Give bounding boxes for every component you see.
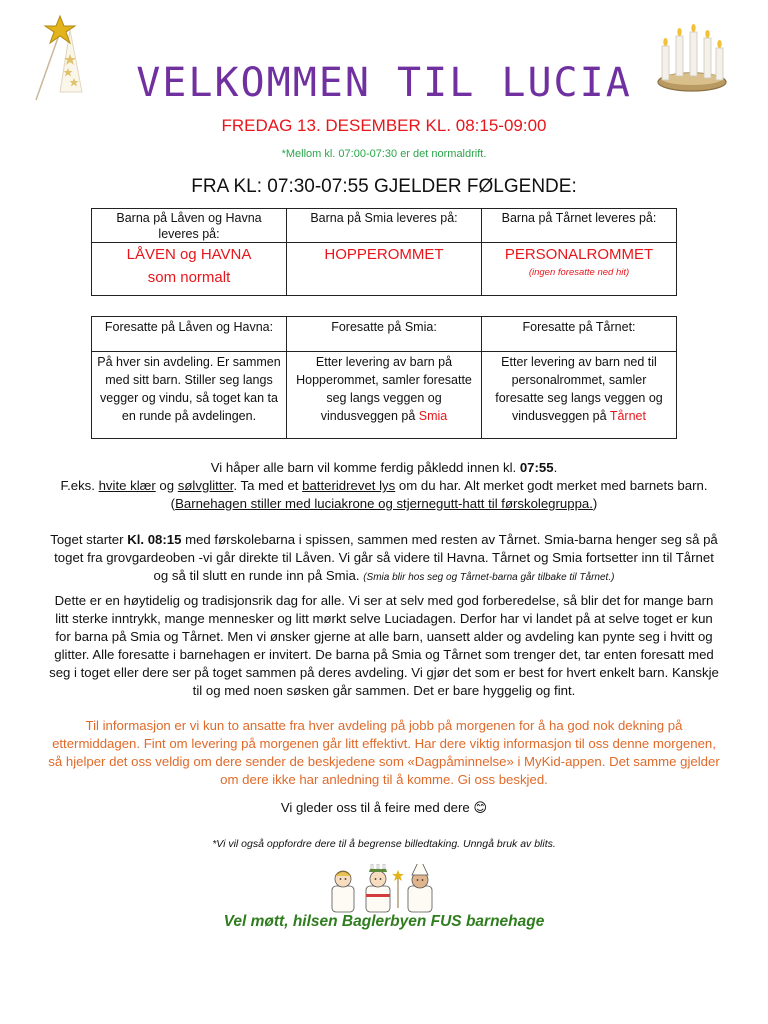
- table-cell: [482, 243, 677, 296]
- cell-text: På hver sin avdeling. Er sammen med sitt barn. Stiller seg langs vegger og vindu, så toget kan ta en runde på avdelingen.: [97, 355, 281, 423]
- text-run: . Ta med et: [233, 478, 303, 493]
- procession-paragraph: [48, 531, 720, 587]
- table-header-row: [92, 209, 677, 243]
- text-run: og: [155, 478, 178, 493]
- page-title: VELKOMMEN TIL LUCIA: [136, 60, 632, 106]
- text-run: .: [553, 460, 558, 475]
- location-label: PERSONALROMMET: [504, 246, 654, 263]
- cell-text: Etter levering av barn ned til personalrommet, samler foresatte seg langs veggen og vindusveggen på: [495, 355, 663, 423]
- underlined-text: batteridrevet lys: [302, 478, 396, 493]
- table-row: [92, 352, 677, 439]
- tradition-paragraph: Dette er en høytidelig og tradisjonsrik dag for alle. Vi ser at selv med god forberedelse, så blir det for mange barn litt sterke inntrykk, mange mennesker og litt mørkt selve Luciadagen. Derfor har vi landet på at selve toget er kun for barna på Smia og Tårnet. Men vi ønsker gjerne at alle barn, uansett alder og avdeling kan pynte seg i hvitt og glitter. Alle foresatte i barnehagen er invitert. De barna på Smia og Tårnet som trenger det, tar enten foresatt med seg i toget eller dere ser på toget sammen på deres avdeling. Vi gjør det som er best for hvert enkelt barn. Kanskje til og med noen søsken går sammen. Det er bare hyggelig og fint.: [49, 593, 719, 698]
- staffing-info-paragraph: Til informasjon er vi kun to ansatte fra hver avdeling på jobb på morgenen for å ha god nok dekning på ettermiddagen. Fint om levering på morgenen går litt effektivt. Har dere viktig informasjon til oss denne morgenen, så hjelper det oss veldig om dere sender de beskjedene som «Dagpåminnelse» i MyKid-appen. Det samme gjelder om dere ikke har anledning til å komme. Gi oss beskjed.: [48, 718, 720, 787]
- deadline-time: 07:55: [519, 460, 554, 475]
- table-header-cell: Barna på Smia leveres på:: [287, 209, 482, 243]
- location-note: (ingen foresatte ned hit): [528, 267, 630, 278]
- table-header-cell: Barna på Tårnet leveres på:: [482, 209, 677, 243]
- location-label: HOPPEROMMET: [324, 246, 444, 263]
- table-cell: [92, 243, 287, 296]
- cell-highlight: Tårnet: [609, 409, 646, 423]
- table-header-row: [92, 317, 677, 352]
- farewell-greeting: Vel møtt, hilsen Baglerbyen FUS barnehage: [223, 913, 545, 930]
- table-cell: [92, 352, 287, 439]
- lucia-children-illustration: [326, 864, 442, 914]
- table-header-cell: Barna på Låven og Havna leveres på:: [92, 209, 287, 243]
- parents-table: [91, 316, 677, 439]
- underlined-text: hvite klær: [98, 478, 156, 493]
- text-run: ): [592, 496, 598, 511]
- text-run: om du har. Alt merket godt merket med barnets barn. (: [170, 478, 708, 511]
- text-run: med førskolebarna i spissen, sammen med resten av Tårnet. Smia-barna henger seg så på toget fra grovgardeoben -vi går direkte til Låven. Vi går så videre til Havna. Tårnet og Smia fortsetter inn til Tårnet og så til slutt en runde inn på Smia.: [54, 532, 718, 583]
- cell-text: Etter levering av barn på Hopperommet, samler foresatte seg langs veggen og vindusveggen på: [296, 355, 472, 423]
- location-label: som normalt: [147, 269, 231, 286]
- text-run: Vi håper alle barn vil komme ferdig påkledd innen kl.: [210, 460, 520, 475]
- cell-highlight: Smia: [418, 409, 448, 423]
- celebration-line: [48, 799, 720, 817]
- location-label: LÅVEN og HAVNA: [126, 246, 252, 263]
- table-header-cell: Foresatte på Låven og Havna:: [92, 317, 287, 352]
- photo-notice: *Vi vil også oppfordre dere til å begrense billedtaking. Unngå bruk av blits.: [212, 838, 556, 850]
- normal-operation-note: *Mellom kl. 07:00-07:30 er det normaldrift.: [281, 148, 487, 160]
- text-run: F.eks.: [60, 478, 99, 493]
- drop-off-table: [91, 208, 677, 296]
- text-run: Toget starter: [50, 532, 128, 547]
- start-time: Kl. 08:15: [127, 532, 182, 547]
- table-cell: [287, 243, 482, 296]
- table-cell: [482, 352, 677, 439]
- table-header-cell: Foresatte på Smia:: [287, 317, 482, 352]
- underlined-text: sølvglitter: [177, 478, 234, 493]
- smile-emoji-icon: 😊: [473, 800, 488, 815]
- table-header-cell: Foresatte på Tårnet:: [482, 317, 677, 352]
- event-date: FREDAG 13. DESEMBER KL. 08:15-09:00: [221, 116, 547, 135]
- table-row: [92, 243, 677, 296]
- text-run: Vi gleder oss til å feire med dere: [280, 800, 474, 815]
- section-heading: FRA KL: 07:30-07:55 GJELDER FØLGENDE:: [191, 176, 577, 197]
- underlined-text: Barnehagen stiller med luciakrone og stjernegutt-hatt til førskolegruppa.: [175, 496, 593, 511]
- dress-code-paragraph: [48, 459, 720, 513]
- procession-note: (Smia blir hos seg og Tårnet-barna går tilbake til Tårnet.): [363, 572, 615, 583]
- table-cell: [287, 352, 482, 439]
